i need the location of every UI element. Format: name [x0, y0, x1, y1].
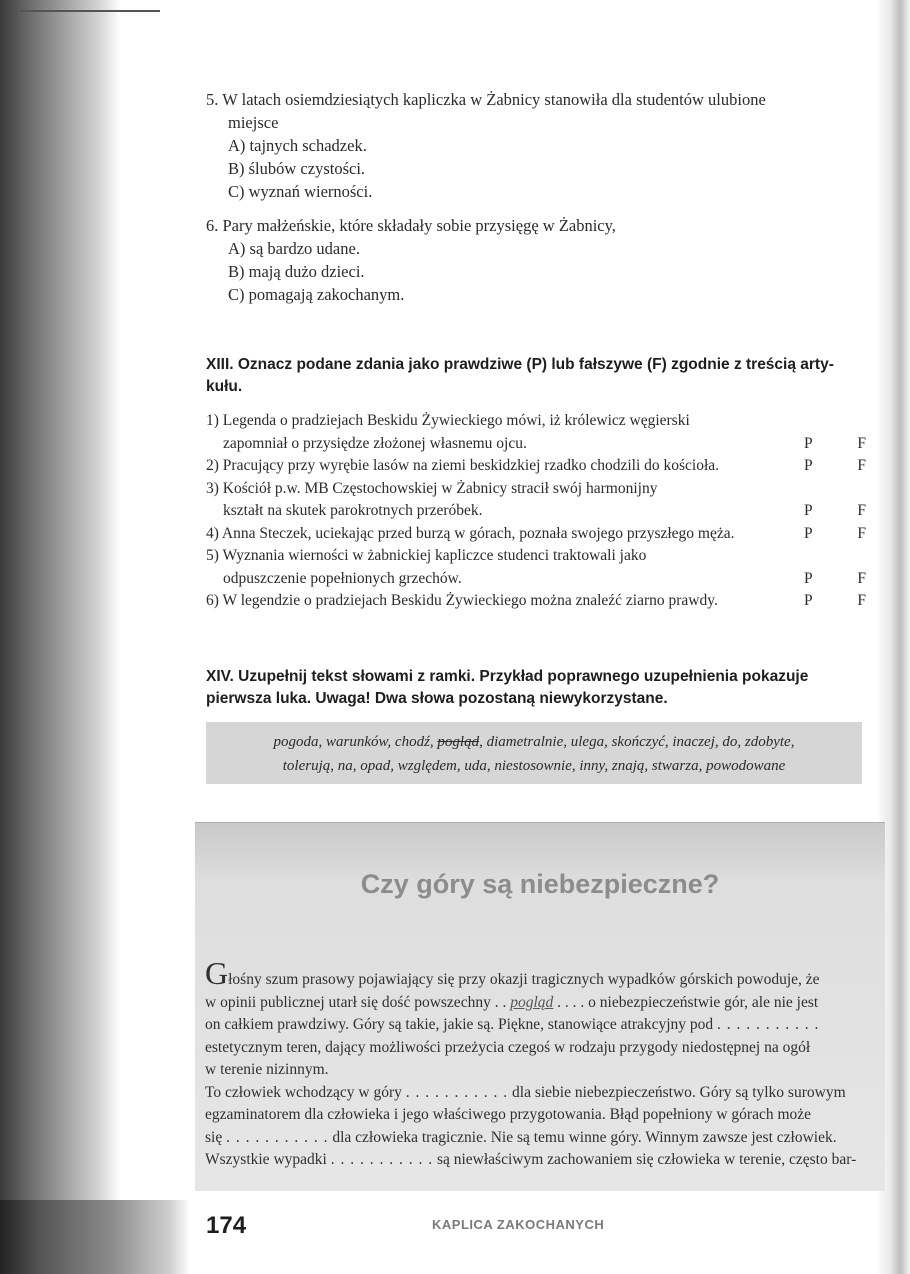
section-14-heading [206, 666, 866, 710]
word-bank-box [206, 722, 862, 784]
option-b: B) mają dużo dzieci. [228, 262, 365, 281]
gap-blank[interactable]: . . . . . . . . . . . [330, 1151, 434, 1168]
question-number: 5. [206, 90, 219, 109]
tf-item-4 [206, 523, 866, 546]
p-option[interactable]: P [804, 434, 813, 452]
tf-item-2 [206, 455, 866, 478]
word-bank-line-1 [206, 730, 862, 754]
p-option[interactable]: P [804, 524, 813, 542]
article-line: się [205, 1128, 227, 1146]
heading-line: XIV. Uzupełnij tekst słowami z ramki. Przykład poprawnego uzupełnienia pokazuje [206, 668, 809, 685]
f-option[interactable]: F [857, 592, 866, 609]
option-c: C) pomagają zakochanym. [228, 285, 405, 304]
f-option[interactable]: F [857, 434, 866, 452]
p-option[interactable]: P [804, 569, 813, 587]
tf-statement: 4) Anna Steczek, uciekając przed burzą w górach, poznała swojego przyszłego męża. [206, 524, 735, 542]
question-text-cont: miejsce [228, 113, 279, 132]
question-5 [206, 88, 866, 203]
f-option[interactable]: F [857, 502, 866, 519]
page-number: 174 [206, 1212, 247, 1239]
gap-blank[interactable]: . . . . . . . . . . . [717, 1016, 820, 1033]
heading-line: XIII. Oznacz podane zdania jako prawdziwe (P) lub fałszywe (F) zgodnie z treścią arty- [206, 356, 834, 373]
article-line: egzaminatorem dla człowieka i jego właściwego przygotowania. Błąd popełniony w górach może [205, 1106, 812, 1123]
question-text: W latach osiemdziesiątych kapliczka w Żabnicy stanowiła dla studentów ulubione [222, 90, 766, 109]
option-c: C) wyznań wierności. [228, 182, 373, 201]
tf-statement-cont: zapomniał o przysiędze złożonej własnemu ojcu. [223, 434, 527, 452]
word-bank-line-2: tolerują, na, opad, względem, uda, niestosownie, inny, znają, stwarza, powodowane [282, 758, 786, 774]
tf-statement: 6) W legendzie o pradziejach Beskidu Żywieckiego można znaleźć ziarno prawdy. [206, 592, 718, 609]
tf-item-1 [206, 410, 866, 455]
article-line: dla siebie niebezpieczeństwo. Góry są tylko surowym [508, 1083, 846, 1101]
question-text: Pary małżeńskie, które składały sobie przysięgę w Żabnicy, [222, 216, 616, 235]
used-word: pogląd [437, 734, 480, 750]
article-line: . . . . o niebezpieczeństwie gór, ale nie jest [553, 993, 819, 1011]
article-line: łośny szum prasowy pojawiający się przy okazji tragicznych wypadków górskich powoduje, że [228, 971, 820, 988]
question-5-text [206, 88, 866, 111]
tf-statement: 5) Wyznania wierności w żabnickiej kapliczce studenci traktowali jako [206, 547, 647, 564]
scan-bottom-shadow [0, 1200, 190, 1274]
tf-item-3 [206, 478, 866, 523]
tf-statement: 3) Kościół p.w. MB Częstochowskiej w Żabnicy stracił swój harmonijny [206, 479, 658, 497]
article-line: To człowiek wchodzący w góry [205, 1083, 406, 1101]
gap-blank[interactable]: . . . . . . . . . . . [226, 1128, 329, 1146]
f-option[interactable]: F [857, 457, 866, 474]
option-a: A) tajnych schadzek. [228, 136, 367, 155]
scan-spine-shadow [0, 0, 120, 1274]
heading-line: kułu. [206, 378, 243, 395]
running-head: KAPLICA ZAKOCHANYCH [432, 1217, 605, 1232]
tf-statement-cont: kształt na skutek parokrotnych przeróbek. [223, 502, 483, 519]
article-line: Wszystkie wypadki [205, 1151, 331, 1168]
p-option[interactable]: P [804, 457, 813, 474]
option-b: B) ślubów czystości. [228, 159, 366, 178]
question-6-text [206, 214, 866, 237]
article-body [205, 955, 867, 1172]
article-line: w opinii publicznej utarł się dość powszechny . . [205, 993, 511, 1011]
tf-item-5 [206, 545, 866, 590]
article-line: są niewłaściwym zachowaniem się człowieka w terenie, często bar- [433, 1151, 857, 1168]
scan-top-line [20, 10, 160, 12]
section-13-heading [206, 354, 866, 398]
article-panel [195, 822, 885, 1191]
question-number: 6. [206, 216, 219, 235]
gap-blank[interactable]: . . . . . . . . . . . [405, 1083, 509, 1101]
drop-cap: G [205, 955, 229, 991]
heading-line: pierwsza luka. Uwaga! Dwa słowa pozostaną niewykorzystane. [206, 690, 668, 707]
option-a: A) są bardzo udane. [228, 239, 360, 258]
tf-item-6 [206, 590, 866, 613]
f-option[interactable]: F [857, 524, 866, 542]
words: pogoda, warunków, chodź, [273, 734, 438, 750]
article-line: estetycznym teren, dający możliwości przeżycia czegoś w rodzaju przygody niedostępnej na ogół [205, 1038, 811, 1056]
true-false-list [206, 410, 866, 613]
example-answer: pogląd [510, 993, 554, 1011]
article-line: dla człowieka tragicznie. Nie są temu winne góry. Winnym zawsze jest człowiek. [328, 1128, 837, 1146]
p-option[interactable]: P [804, 502, 813, 519]
tf-statement: 2) Pracujący przy wyrębie lasów na ziemi beskidzkiej rzadko chodzili do kościoła. [206, 457, 720, 474]
article-line: on całkiem prawdziwy. Góry są takie, jakie są. Piękne, stanowiące atrakcyjny pod [205, 1016, 718, 1033]
article-line: w terenie nizinnym. [205, 1061, 329, 1078]
tf-statement: 1) Legenda o pradziejach Beskidu Żywieckiego mówi, iż królewicz węgierski [206, 412, 690, 429]
f-option[interactable]: F [857, 569, 866, 587]
tf-statement-cont: odpuszczenie popełnionych grzechów. [223, 569, 462, 587]
p-option[interactable]: P [804, 592, 813, 609]
article-title: Czy góry są niebezpieczne? [360, 869, 720, 899]
words: , diametralnie, ulega, skończyć, inaczej, do, zdobyte, [479, 734, 795, 750]
question-6 [206, 214, 866, 306]
